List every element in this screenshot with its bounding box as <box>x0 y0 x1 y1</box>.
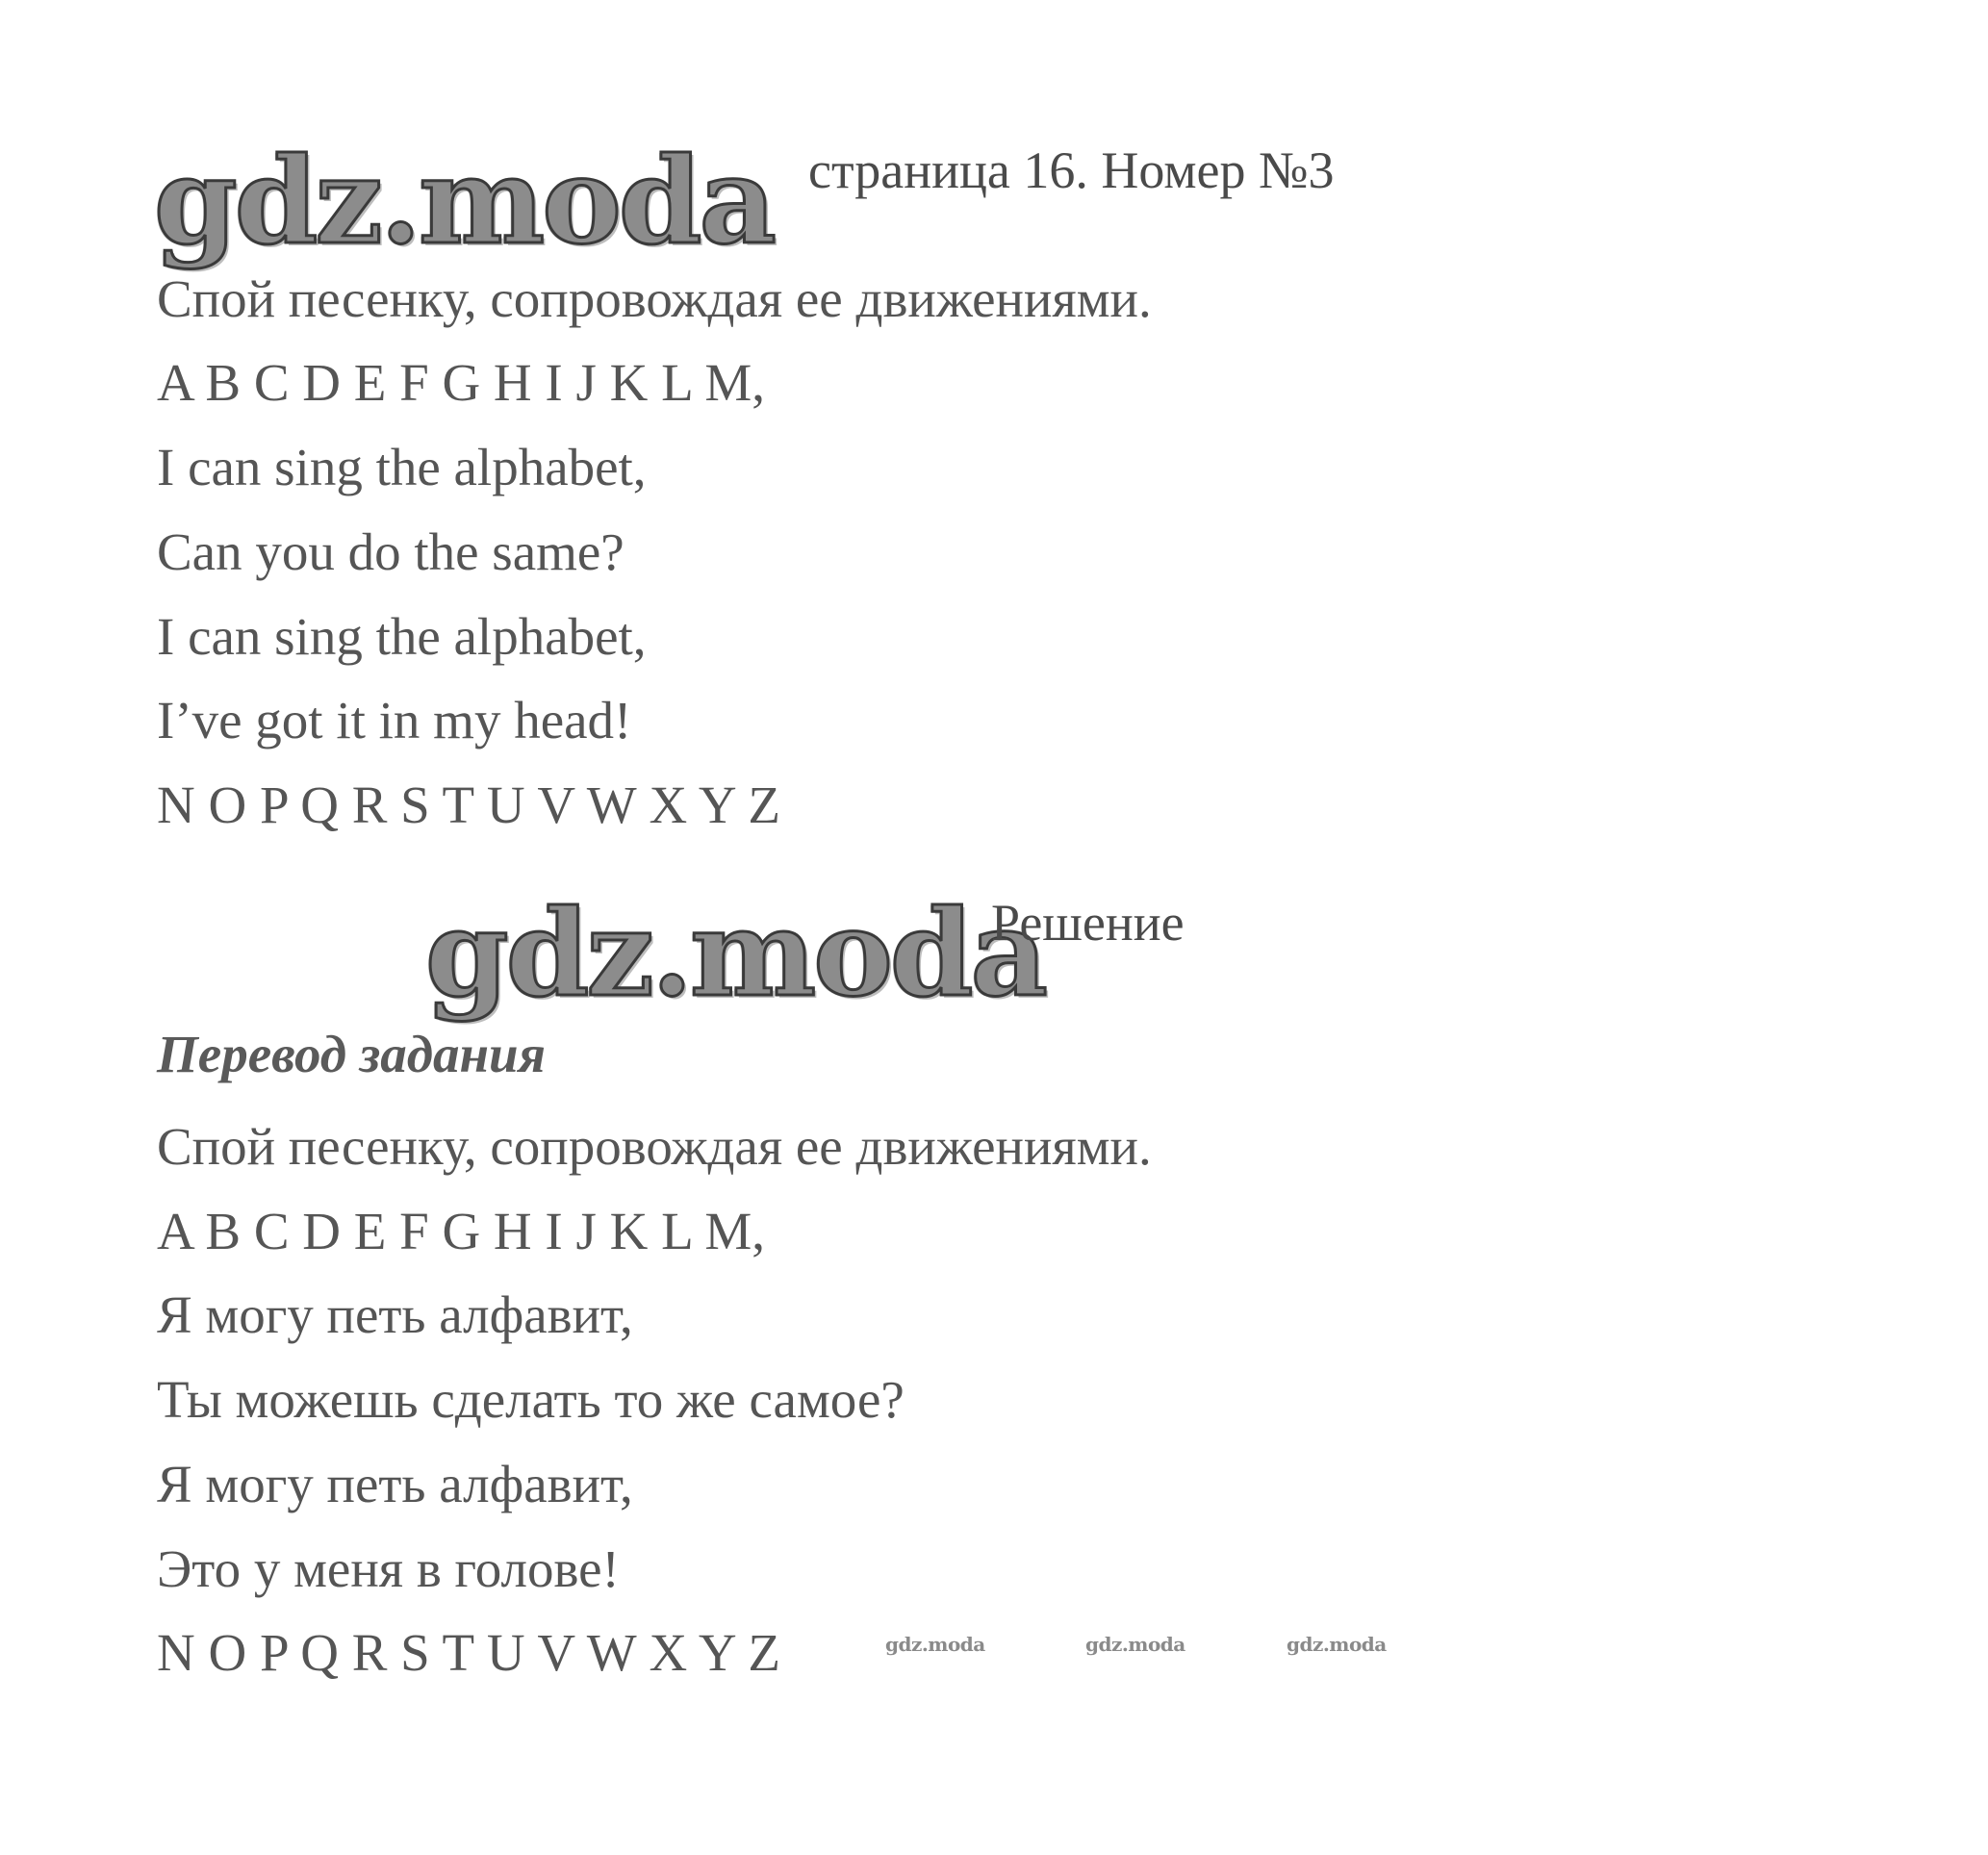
solution-line-6: Это у меня в голове! <box>157 1539 620 1598</box>
solution-line-4: Ты можешь сделать то же самое? <box>157 1370 905 1429</box>
watermark-small-3: gdz.moda <box>1287 1633 1387 1656</box>
watermark-logo-top: gdz.moda <box>154 132 774 271</box>
task-line-2: A B C D E F G H I J K L M, <box>157 353 766 412</box>
watermark-small-1: gdz.moda <box>885 1633 985 1656</box>
task-line-3: I can sing the alphabet, <box>157 438 647 496</box>
solution-line-2: A B C D E F G H I J K L M, <box>157 1202 766 1260</box>
task-line-5: I can sing the alphabet, <box>157 607 647 666</box>
task-instruction: Спой песенку, сопровождая ее движениями. <box>157 269 1152 328</box>
solution-line-7: N O P Q R S T U V W X Y Z <box>157 1623 780 1682</box>
task-line-6: I’ve got it in my head! <box>157 691 632 750</box>
solution-line-5: Я могу петь алфавит, <box>157 1455 633 1513</box>
solution-line-3: Я могу петь алфавит, <box>157 1285 633 1344</box>
solution-line-1: Спой песенку, сопровождая ее движениями. <box>157 1117 1152 1176</box>
task-line-7: N O P Q R S T U V W X Y Z <box>157 775 780 834</box>
page-header: страница 16. Номер №3 <box>808 141 1335 199</box>
solution-header: Решение <box>991 894 1185 952</box>
watermark-logo-middle: gdz.moda <box>425 884 1045 1024</box>
translation-section-title: Перевод задания <box>157 1025 546 1083</box>
task-line-4: Can you do the same? <box>157 522 624 581</box>
watermark-small-2: gdz.moda <box>1085 1633 1185 1656</box>
